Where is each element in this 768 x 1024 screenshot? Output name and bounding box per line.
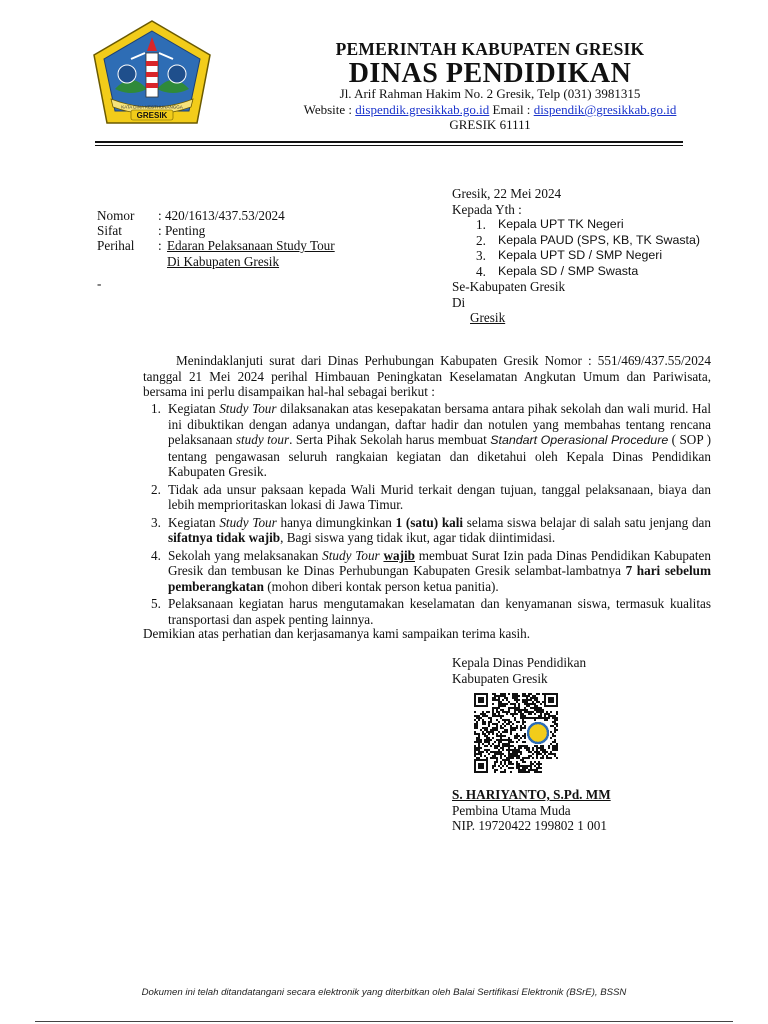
perihal-line-2: Di Kabupaten Gresik — [167, 254, 280, 269]
email-link[interactable]: dispendik@gresikkab.go.id — [533, 102, 677, 117]
logo-name-text: GRESIK — [136, 111, 168, 120]
sifat-value: : Penting — [158, 223, 206, 238]
letter-meta — [0, 208, 420, 298]
instruction-item: 4. Sekolah yang melaksanakan Study Tour wajib membuat Surat Izin pada Dinas Pendidikan Kabupaten Gresik dan tembusan ke Dinas Perhubungan Kabupaten Gresik selambat-lambatnya 7 hari sebelum pemberangkatan (mohon diberi kontak person ketua panitia). — [151, 547, 711, 594]
instruction-item: 3. Kegiatan Study Tour hanya dimungkinkan 1 (satu) kali selama siswa belajar di salah satu jenjang dan sifatnya tidak wajib, Bagi siswa yang tidak ikut, agar tidak diintimidasi. — [151, 514, 711, 545]
instruction-item: 5. Pelaksanaan kegiatan harus mengutamakan keselamatan dan kenyamanan siswa, termasuk kualitas transportasi dan aspek penting lainnya. — [151, 596, 711, 627]
sifat-label: Sifat — [97, 223, 122, 238]
e-signature-note: Dokumen ini telah ditandatangani secara elektronik yang diterbitkan oleh Balai Sertifikasi Elektronik (BSrE), BSSN — [141, 987, 627, 998]
recipient-item: 2. Kepala PAUD (SPS, KB, TK Swasta) — [476, 232, 701, 248]
signer-name: S. HARIYANTO, S.Pd. MM — [452, 787, 611, 802]
signer-rank: Pembina Utama Muda — [452, 803, 571, 818]
signatory-title: Kepala Dinas Pendidikan Kabupaten Gresik — [452, 655, 587, 686]
email-label: Email : — [492, 102, 531, 117]
di-label: Di — [452, 294, 466, 310]
logo-banner-text: KATA DINA KESTHUNANGGA — [121, 104, 183, 110]
recipient-item: 4. Kepala SD / SMP Swasta — [476, 263, 639, 279]
instruction-item: 2. Tidak ada unsur paksaan kepada Wali Murid terkait dengan tujuan, tanggal pelaksanaan, biaya dan lebih memprioritaskan lokasi di Jawa Timur. — [151, 481, 711, 512]
government-name: PEMERINTAH KABUPATEN GRESIK — [335, 39, 645, 59]
department-name: DINAS PENDIDIKAN — [348, 58, 632, 89]
website-link[interactable]: dispendik.gresikkab.go.id — [355, 102, 490, 117]
perihal-label: Perihal — [97, 238, 135, 253]
office-address: Jl. Arif Rahman Hakim No. 2 Gresik, Telp (031) 3981315 — [339, 86, 641, 101]
nomor-value: : 420/1613/437.53/2024 — [158, 208, 285, 223]
letterhead-rule-thin — [95, 145, 683, 146]
nomor-label: Nomor — [97, 208, 135, 223]
meta-dash: - — [97, 276, 102, 291]
instruction-item: 1. Kegiatan Study Tour dilaksanakan atas kesepakatan bersama antara pihak sekolah dan wali murid. Hal ini dibuktikan dengan adanya undangan, daftar hadir dan notulen yang membahas tentang rencana pelaksanaan study tour. Serta Pihak Sekolah harus membuat Standart Operasional Procedure ( SOP ) tentang pengawasan seluruh rangkaian kegiatan dan diketahui oleh Kepala Dinas Pendidikan Kabupaten Gresik. — [151, 401, 711, 479]
recipient-item: 1. Kepala UPT TK Negeri — [476, 217, 624, 232]
recipient-list — [452, 217, 752, 279]
gresik-emblem-logo — [91, 19, 213, 129]
letterhead-rule-thick — [95, 141, 683, 143]
perihal-line-1: Edaran Pelaksanaan Study Tour — [167, 238, 335, 253]
perihal-colon: : — [158, 238, 165, 253]
addressee-block — [452, 186, 752, 326]
instruction-list — [143, 401, 711, 629]
signer-nip: NIP. 19720422 199802 1 001 — [452, 818, 607, 833]
kepada-yth: Kepada Yth : — [452, 201, 522, 217]
recipient-item: 3. Kepala UPT SD / SMP Negeri — [476, 248, 663, 263]
contact-line — [250, 102, 730, 118]
closing-sentence: Demikian atas perhatian dan kerjasamanya kami sampaikan terima kasih. — [143, 626, 531, 641]
opening-paragraph: Menindaklanjuti surat dari Dinas Perhubungan Kabupaten Gresik Nomor : 551/469/437.55/2024 tanggal 21 Mei 2024 perihal Himbauan Peningkatan Keselamatan Angkutan Umum dan Pariwisata, bersama ini perlu disampaikan hal-hal sebagai berikut : — [143, 353, 711, 399]
qr-code-icon — [474, 693, 558, 773]
letter-date: Gresik, 22 Mei 2024 — [452, 186, 562, 201]
footer-rule — [35, 1021, 733, 1022]
destination-city: Gresik — [470, 310, 506, 325]
recipient-area: Se-Kabupaten Gresik — [452, 279, 566, 294]
website-label: Website : — [303, 102, 353, 117]
postal-city: GRESIK 61111 — [449, 117, 531, 132]
